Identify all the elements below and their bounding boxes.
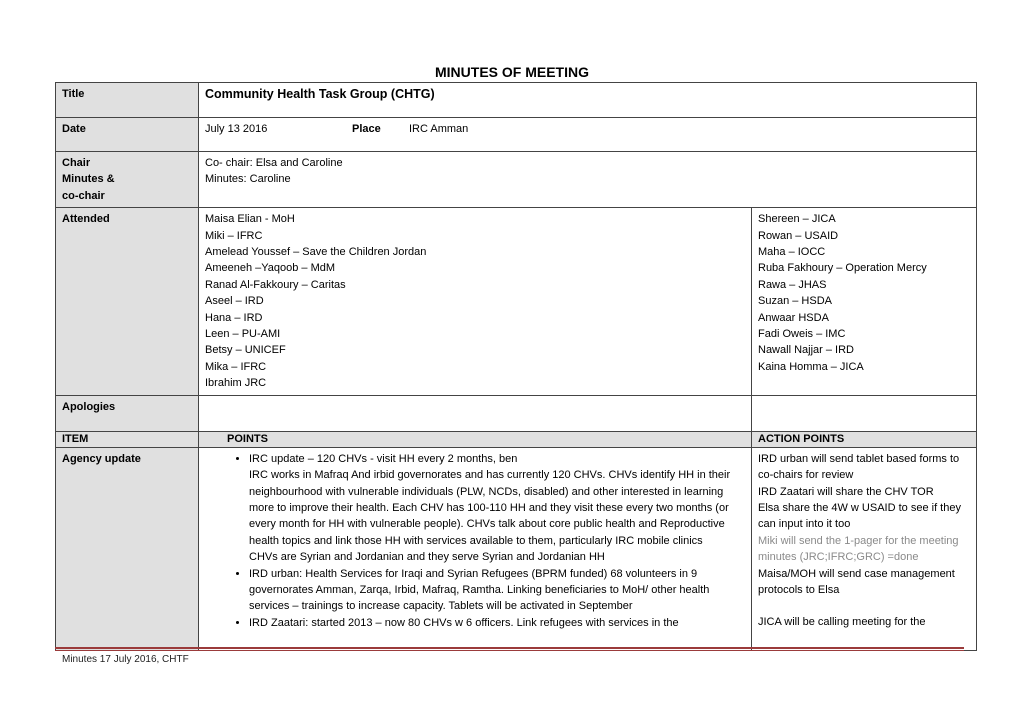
- apologies-right: [752, 395, 977, 431]
- apologies-row: [56, 395, 977, 431]
- date-value: July 13 2016: [205, 123, 268, 135]
- apologies-left: [199, 395, 752, 431]
- attendee: Anwaar HSDA: [758, 311, 829, 324]
- agency-update-row: [56, 447, 977, 650]
- attendee: Mika – IFRC: [205, 360, 267, 373]
- attended-right: [752, 208, 977, 395]
- point-line: • IRD Zaatari: started 2013 – now 80 CHVs w 6 officers. Link refugees with services in the: [249, 616, 679, 629]
- attended-label: Attended: [56, 208, 199, 395]
- items-header-row: [56, 431, 977, 447]
- points-header-label: POINTS: [227, 432, 268, 445]
- attendee: Rawa – JHAS: [758, 278, 827, 291]
- title-value: Community Health Task Group (CHTG): [199, 83, 977, 118]
- date-place-inner: [199, 118, 976, 151]
- date-row: [56, 118, 977, 152]
- action-item: Elsa share the 4W w USAID to see if they can input into it too: [758, 501, 961, 531]
- attendee: Ranad Al-Fakkoury – Caritas: [205, 278, 346, 291]
- attendee: Amelead Youssef – Save the Children Jordan: [205, 246, 427, 259]
- attendee: Ameeneh –Yaqoob – MdM: [205, 262, 336, 275]
- chair-value-line: Co- chair: Elsa and Caroline: [205, 157, 343, 169]
- item-header: ITEM: [56, 431, 199, 447]
- actions-header: ACTION POINTS: [752, 431, 977, 447]
- attendee: Ruba Fakhoury – Operation Mercy: [758, 262, 927, 275]
- place-label: Place: [352, 123, 381, 135]
- point-item: [249, 615, 745, 631]
- footer-rule-thin: [55, 650, 964, 651]
- agency-update-label: Agency update: [56, 447, 199, 650]
- points-header: [199, 431, 752, 447]
- action-item: IRD urban will send tablet based forms to co-chairs for review: [758, 452, 960, 482]
- points-cell: [199, 447, 752, 650]
- attendee: Miki – IFRC: [205, 229, 263, 242]
- point-line: • IRD urban: Health Services for Iraqi and Syrian Refugees (BPRM funded) 68 volunteers in 9 governorates Amman, Zarqa, Irbid, Mafraq, Ramtha. Linking beneficiaries to MoH/ other health services – trainings to increase capacity. Tablets will be activated in September: [249, 567, 710, 613]
- attendee: Rowan – USAID: [758, 229, 839, 242]
- chair-label-line: Minutes &: [62, 173, 115, 186]
- point-line: • IRC update – 120 CHVs - visit HH every 2 months, ben: [249, 452, 518, 465]
- date-place-cell: [199, 118, 977, 152]
- action-item-done: Miki will send the 1-pager for the meeting minutes (JRC;IFRC;GRC) =done: [758, 534, 959, 564]
- apologies-label: Apologies: [56, 395, 199, 431]
- chair-label-line: co-chair: [62, 189, 105, 202]
- attendee: Leen – PU-AMI: [205, 328, 281, 341]
- action-item: JICA will be calling meeting for the: [758, 616, 926, 629]
- attendee: Suzan – HSDA: [758, 295, 832, 308]
- title-row: [56, 83, 977, 118]
- chair-value: [199, 152, 977, 208]
- page-title: MINUTES OF MEETING: [435, 64, 589, 80]
- points-list: [205, 451, 745, 631]
- attendee: Aseel – IRD: [205, 295, 264, 308]
- chair-value-line: Minutes: Caroline: [205, 173, 291, 186]
- date-label: Date: [56, 118, 199, 152]
- minutes-table: [55, 82, 977, 651]
- attendee: Ibrahim JRC: [205, 377, 267, 390]
- attended-left: [199, 208, 752, 395]
- attendee: Maisa Elian - MoH: [205, 213, 295, 226]
- actions-cell: [752, 447, 977, 650]
- point-line: CHVs are Syrian and Jordanian and they serve Syrian and Jordanian HH: [249, 551, 605, 564]
- attendee: Shereen – JICA: [758, 213, 836, 226]
- point-line: IRC works in Mafraq And irbid governorates and has currently 120 CHVs. CHVs identify HH in their neighbourhood with vulnerable individuals (PLW, NCDs, disabled) and other interested in learning more to improve their health. Each CHV has 100-110 HH and they visit these every two months (or every month for HH with vulnerable people). CHVs talk about core public health and Reproductive health topics and link those HH with services available to them, particularly IRC mobile clinics: [249, 469, 731, 547]
- place-value: IRC Amman: [409, 123, 469, 135]
- footer-rule: [55, 647, 964, 649]
- page-footer: Minutes 17 July 2016, CHTF: [62, 654, 189, 665]
- chair-row: [56, 152, 977, 208]
- point-item: [249, 566, 745, 615]
- attendee: Kaina Homma – JICA: [758, 360, 864, 373]
- action-item: Maisa/MOH will send case management protocols to Elsa: [758, 567, 955, 596]
- attendee: Nawall Najjar – IRD: [758, 344, 854, 357]
- title-label: Title: [56, 83, 199, 118]
- attendee: Hana – IRD: [205, 311, 263, 324]
- chair-label-line: Chair: [62, 157, 91, 169]
- action-item: IRD Zaatari will share the CHV TOR: [758, 485, 934, 498]
- attendee: Betsy – UNICEF: [205, 344, 286, 357]
- attendee: Fadi Oweis – IMC: [758, 328, 846, 341]
- attendee: Maha – IOCC: [758, 246, 826, 259]
- chair-label: [56, 152, 199, 208]
- attended-row: [56, 208, 977, 395]
- action-spacer: [758, 598, 970, 614]
- point-item: [249, 451, 745, 566]
